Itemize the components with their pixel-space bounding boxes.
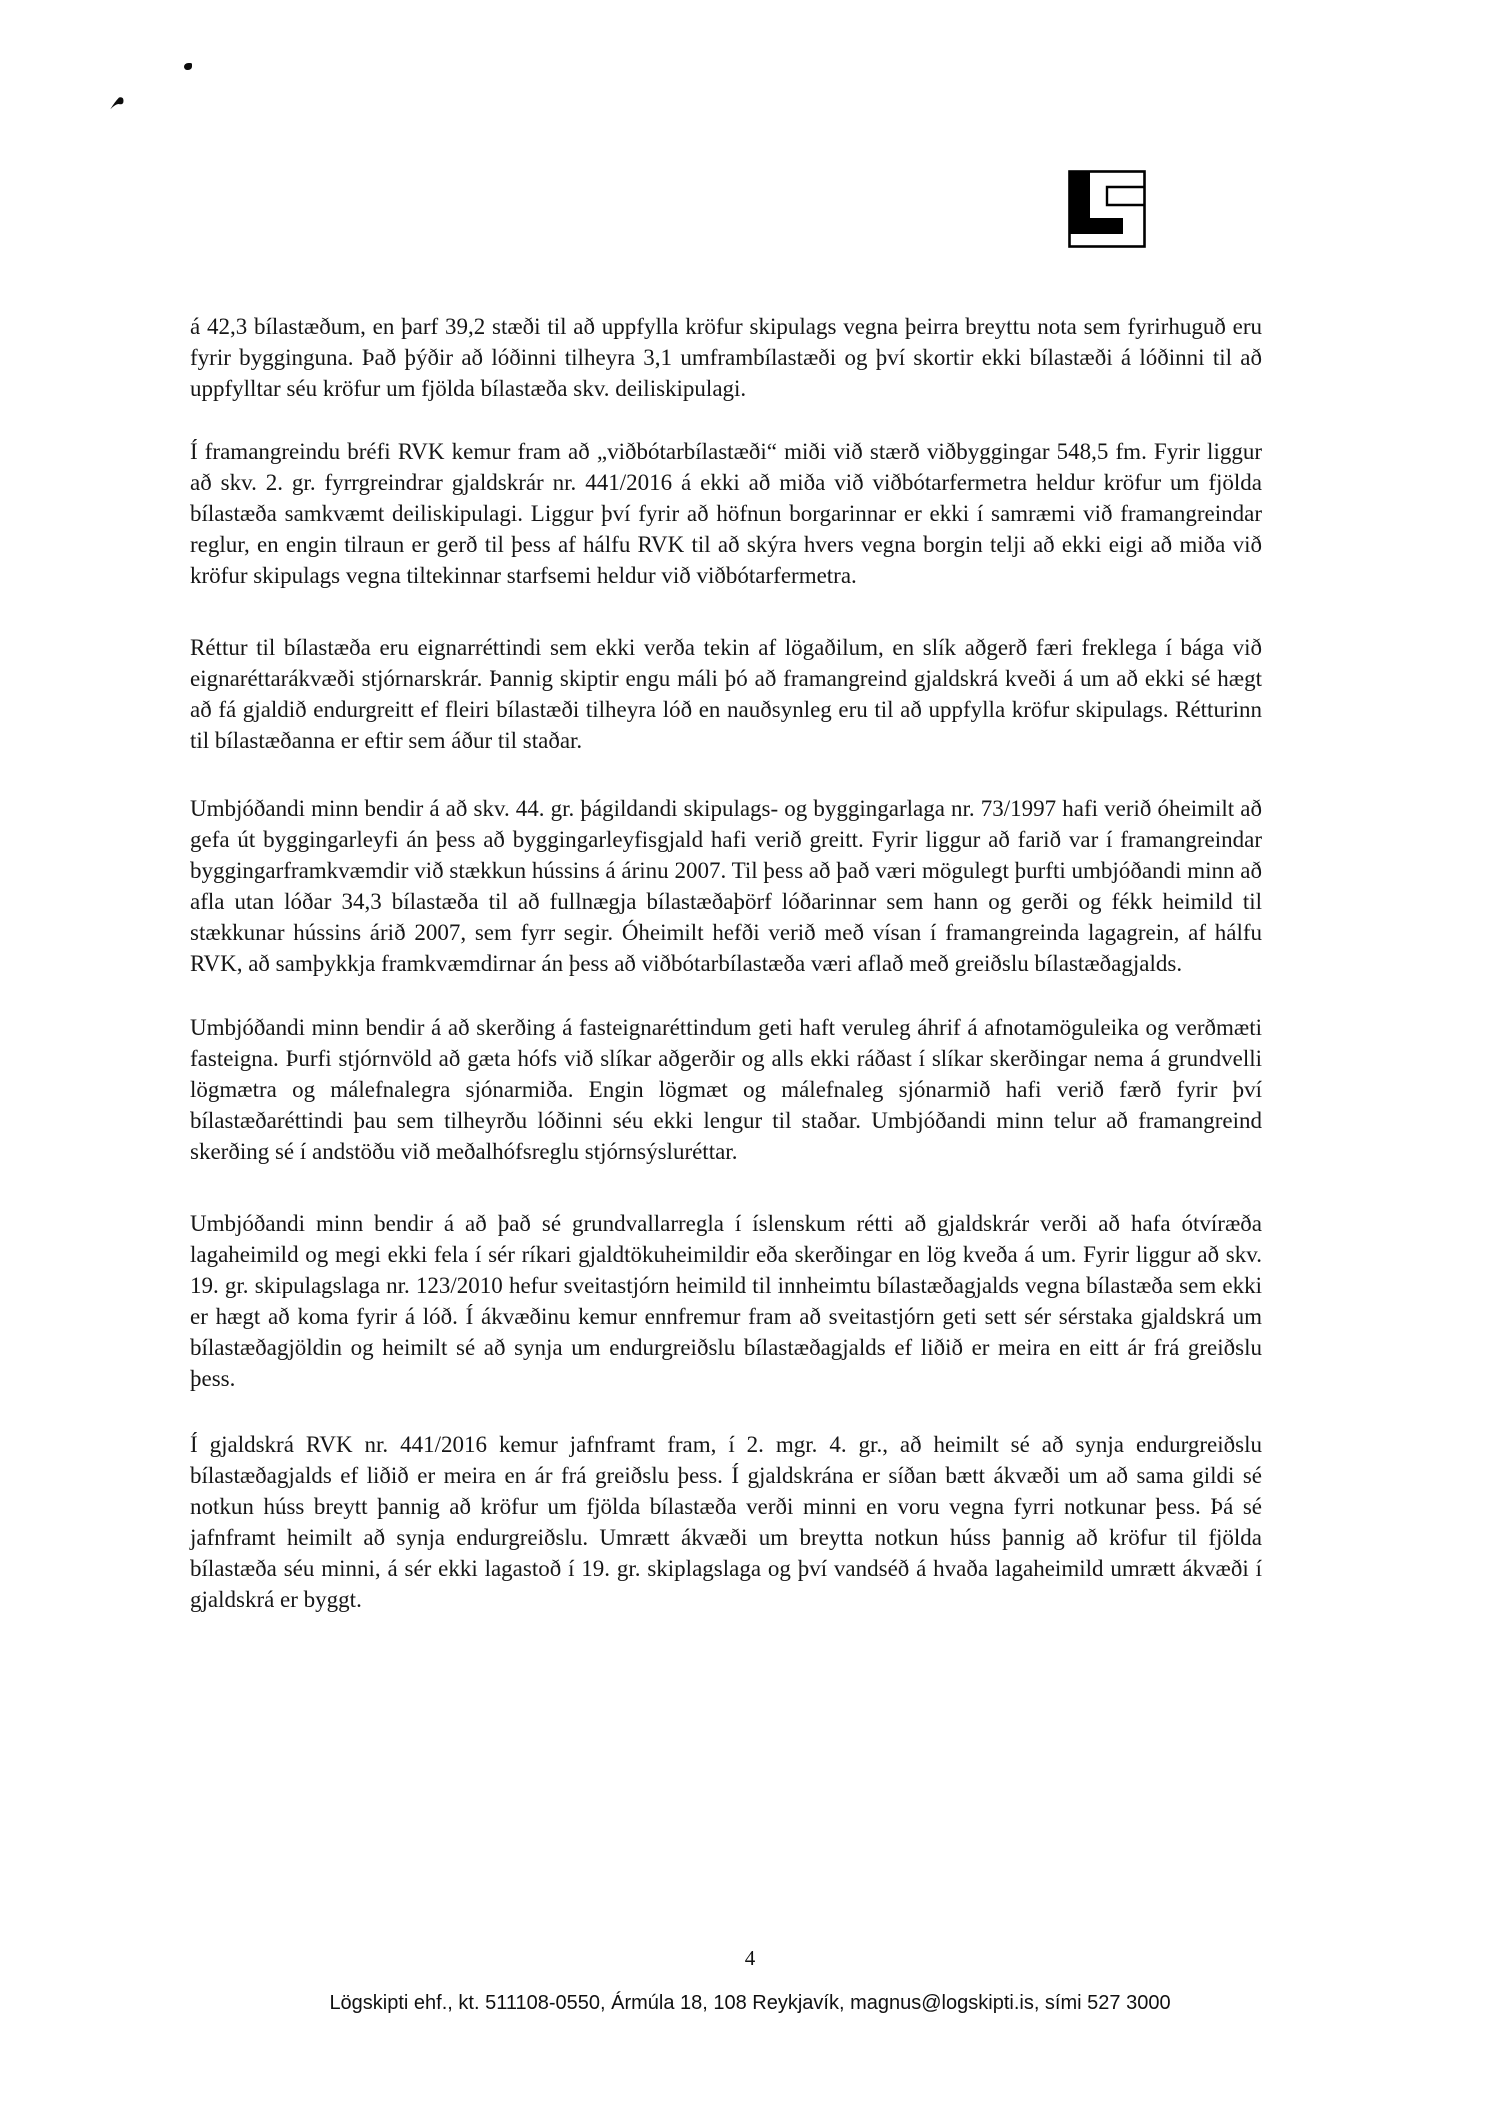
- paragraph: Umbjóðandi minn bendir á að skv. 44. gr. þágildandi skipulags- og byggingarlaga nr. 73/1997 hafi verið óheimilt að gefa út byggingarleyfi án þess að byggingarleyfisgjald hafi verið greitt. Fyrir liggur að farið var í framangreindar byggingarframkvæmdir við stækkun hússins á árinu 2007. Til þess að það væri mögulegt þurfti umbjóðandi minn að afla utan lóðar 34,3 bílastæða til að fullnægja bílastæðaþörf lóðarinnar sem hann og gerði og fékk heimild til stækkunar hússins árið 2007, sem fyrr segir. Óheimilt hefði verið með vísan í framangreinda lagagrein, af hálfu RVK, að samþykkja framkvæmdirnar án þess að viðbótarbílastæða væri aflað með greiðslu bílastæðagjalds.: [190, 796, 1262, 976]
- paragraph: Umbjóðandi minn bendir á að skerðing á fasteignaréttindum geti haft veruleg áhrif á afnotamöguleika og verðmæti fasteigna. Þurfi stjórnvöld að gæta hófs við slíkar aðgerðir og alls ekki ráðast í slíkar skerðingar nema á grundvelli lögmætra og málefnalegra sjónarmiða. Engin lögmæt og málefnaleg sjónarmið hafi verið færð fyrir því bílastæðaréttindi þau sem tilheyrðu lóðinni séu ekki lengur til staðar. Umbjóðandi minn telur að framangreind skerðing sé í andstöðu við meðalhófsreglu stjórnsýsluréttar.: [190, 1015, 1262, 1164]
- footer-contact-line: Lögskipti ehf., kt. 511108-0550, Ármúla 18, 108 Reykjavík, magnus@logskipti.is, sími 527 3000: [329, 1992, 1171, 2014]
- ls-monogram-logo-icon: [1068, 170, 1146, 248]
- paragraph: Réttur til bílastæða eru eignarréttindi sem ekki verða tekin af lögaðilum, en slík aðgerð færi freklega í bága við eignaréttarákvæði stjórnarskrár. Þannig skiptir engu máli þó að framangreind gjaldskrá kveði á um að ekki sé hægt að fá gjaldið endurgreitt ef fleiri bílastæði tilheyra lóð en nauðsynleg eru til að uppfylla kröfur skipulags. Rétturinn til bílastæðanna er eftir sem áður til staðar.: [190, 635, 1262, 753]
- paragraph: Í gjaldskrá RVK nr. 441/2016 kemur jafnframt fram, í 2. mgr. 4. gr., að heimilt sé að synja endurgreiðslu bílastæðagjalds ef liðið er meira en ár frá greiðslu þess. Í gjaldskrána er síðan bætt ákvæði um að sama gildi sé notkun húss breytt þannig að kröfur um fjölda bílastæða verði minni en voru vegna fyrri notkunar þess. Þá sé jafnframt heimilt að synja endurgreiðslu. Umrætt ákvæði um breytta notkun húss þannig að kröfur til fjölda bílastæða séu minni, á sér ekki lagastoð í 19. gr. skiplagslaga og því vandséð á hvaða lagaheimild umrætt ákvæði í gjaldskrá er byggt.: [190, 1432, 1262, 1612]
- scan-speck-icon: [108, 95, 125, 110]
- scan-speck-icon: [184, 63, 192, 70]
- letter-body: [190, 311, 1262, 1615]
- paragraph-continuation: á 42,3 bílastæðum, en þarf 39,2 stæði til að uppfylla kröfur skipulags vegna þeirra breyttu nota sem fyrirhuguð eru fyrir bygginguna. Það þýðir að lóðinni tilheyra 3,1 umframbílastæði og því skortir ekki bílastæði á lóðinni til að uppfylltar séu kröfur um fjölda bílastæða skv. deiliskipulagi.: [190, 314, 1262, 401]
- paragraph: Í framangreindu bréfi RVK kemur fram að „viðbótarbílastæði“ miði við stærð viðbyggingar 548,5 fm. Fyrir liggur að skv. 2. gr. fyrrgreindrar gjaldskrár nr. 441/2016 á ekki að miða við viðbótarfermetra heldur kröfur um fjölda bílastæða samkvæmt deiliskipulagi. Liggur því fyrir að höfnun borgarinnar er ekki í samræmi við framangreindar reglur, en engin tilraun er gerð til þess af hálfu RVK til að skýra hvers vegna borgin telji að ekki eigi að miða við kröfur skipulags vegna tiltekinnar starfsemi heldur við viðbótarfermetra.: [190, 439, 1262, 588]
- page-number: 4: [744, 1946, 756, 1970]
- paragraph: Umbjóðandi minn bendir á að það sé grundvallarregla í íslenskum rétti að gjaldskrár verði að hafa ótvíræða lagaheimild og megi ekki fela í sér ríkari gjaldtökuheimildir eða skerðingar en lög kveða á um. Fyrir liggur að skv. 19. gr. skipulagslaga nr. 123/2010 hefur sveitastjórn heimild til innheimtu bílastæðagjalds vegna bílastæða sem ekki er hægt að koma fyrir á lóð. Í ákvæðinu kemur ennfremur fram að sveitastjórn geti sett sér sérstaka gjaldskrá um bílastæðagjöldin og heimilt sé að synja um endurgreiðslu bílastæðagjalds ef liðið er meira en eitt ár frá greiðslu þess.: [190, 1211, 1262, 1391]
